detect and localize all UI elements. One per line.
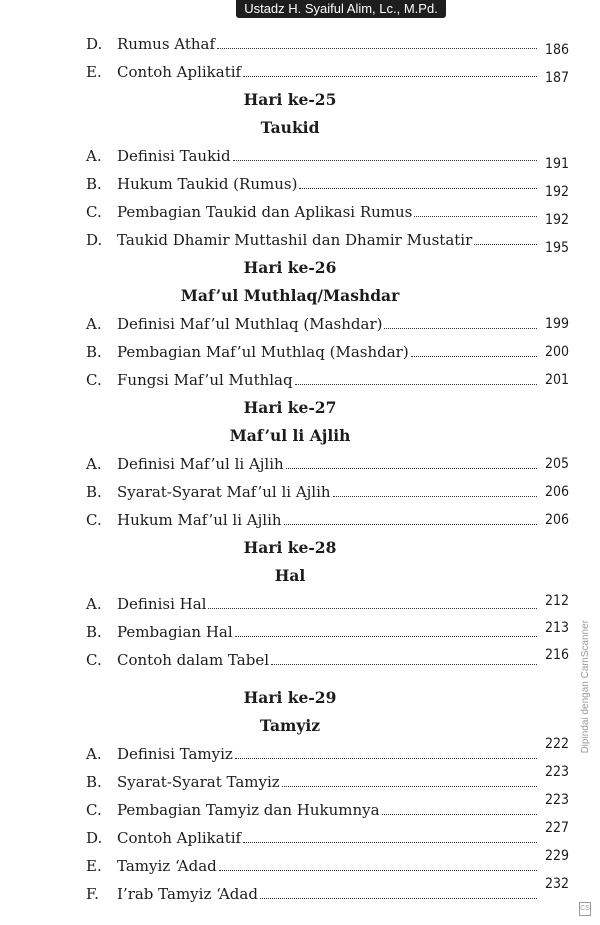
entry-page: 200 — [545, 344, 570, 360]
entry-letter: A. — [86, 315, 102, 333]
running-header: Ustadz H. Syaiful Alim, Lc., M.Pd. — [236, 0, 446, 18]
entry-page: 201 — [545, 372, 570, 388]
day-heading: Hari ke-29 — [243, 688, 337, 707]
dot-leader — [474, 243, 537, 245]
dot-leader — [282, 785, 537, 787]
entry-letter: A. — [86, 745, 102, 763]
entry-letter: E. — [86, 63, 102, 81]
toc-entry — [0, 198, 600, 226]
dot-leader — [299, 187, 537, 189]
entry-label: Definisi Maf’ul Muthlaq (Mashdar) — [117, 310, 537, 338]
entry-letter: B. — [86, 343, 102, 361]
entry-page: 191 — [545, 156, 570, 172]
entry-page: 187 — [545, 70, 570, 86]
dot-leader — [411, 355, 537, 357]
dot-leader — [414, 215, 537, 217]
dot-leader — [286, 467, 537, 469]
entry-page: 195 — [545, 240, 570, 256]
entry-label: Syarat-Syarat Maf’ul li Ajlih — [117, 478, 537, 506]
entry-label: Pembagian Taukid dan Aplikasi Rumus — [117, 198, 537, 226]
entry-page: 206 — [545, 512, 570, 528]
toc-entry — [0, 58, 600, 86]
toc-entry — [0, 590, 600, 618]
toc-entry — [0, 764, 600, 796]
entry-letter: B. — [86, 623, 102, 641]
entry-label: I’rab Tamyiz ‘Adad — [117, 880, 537, 908]
entry-page: 229 — [545, 848, 570, 864]
entry-page: 199 — [545, 316, 570, 332]
entry-page: 213 — [545, 620, 570, 636]
dot-leader — [382, 813, 537, 815]
entry-page: 223 — [545, 792, 570, 808]
topic-heading: Tamyiz — [259, 716, 321, 735]
dot-leader — [284, 523, 537, 525]
topic-heading: Taukid — [260, 118, 320, 137]
day-heading: Hari ke-28 — [243, 538, 337, 557]
entry-page: 223 — [545, 764, 570, 780]
entry-label: Hukum Taukid (Rumus) — [117, 170, 537, 198]
dot-leader — [243, 75, 537, 77]
dot-leader — [333, 495, 537, 497]
entry-letter: F. — [86, 885, 99, 903]
dot-leader — [260, 897, 537, 899]
entry-label: Rumus Athaf — [117, 30, 537, 58]
toc-entry — [0, 792, 600, 824]
toc-entry — [0, 876, 600, 908]
entry-letter: C. — [86, 511, 102, 529]
dot-leader — [235, 635, 537, 637]
dot-leader — [208, 607, 537, 609]
toc-entry — [0, 848, 600, 880]
toc-entry — [0, 310, 600, 338]
entry-page: 212 — [545, 593, 570, 609]
entry-label: Definisi Taukid — [117, 142, 537, 170]
entry-page: 222 — [545, 736, 570, 752]
dot-leader — [271, 663, 537, 665]
entry-label: Pembagian Tamyiz dan Hukumnya — [117, 796, 537, 824]
toc-entry — [0, 142, 600, 170]
entry-letter: C. — [86, 371, 102, 389]
toc-entry — [0, 170, 600, 198]
entry-label: Contoh dalam Tabel — [117, 646, 537, 674]
entry-page: 216 — [545, 647, 570, 663]
topic-heading: Maf’ul Muthlaq/Mashdar — [180, 286, 400, 305]
entry-label: Taukid Dhamir Muttashil dan Dhamir Mustatir — [117, 226, 537, 254]
entry-letter: A. — [86, 455, 102, 473]
day-heading: Hari ke-25 — [243, 90, 337, 109]
entry-letter: D. — [86, 829, 103, 847]
toc-entry — [0, 736, 600, 768]
day-heading: Hari ke-27 — [243, 398, 337, 417]
dot-leader — [219, 869, 537, 871]
entry-letter: D. — [86, 35, 103, 53]
entry-label: Tamyiz ‘Adad — [117, 852, 537, 880]
entry-page: 192 — [545, 212, 570, 228]
entry-letter: B. — [86, 175, 102, 193]
entry-label: Definisi Tamyiz — [117, 740, 537, 768]
dot-leader — [243, 841, 537, 843]
dot-leader — [217, 47, 537, 49]
toc-entry — [0, 338, 600, 366]
topic-heading: Hal — [274, 566, 306, 585]
toc-entry — [0, 478, 600, 506]
toc-entry — [0, 226, 600, 254]
dot-leader — [295, 383, 537, 385]
entry-letter: C. — [86, 651, 102, 669]
entry-page: 186 — [545, 42, 570, 58]
toc-entry — [0, 618, 600, 646]
dot-leader — [233, 159, 537, 161]
dot-leader — [384, 327, 537, 329]
entry-letter: B. — [86, 773, 102, 791]
entry-label: Hukum Maf’ul li Ajlih — [117, 506, 537, 534]
entry-page: 227 — [545, 820, 570, 836]
entry-letter: C. — [86, 203, 102, 221]
entry-label: Pembagian Maf’ul Muthlaq (Mashdar) — [117, 338, 537, 366]
toc-entry — [0, 366, 600, 394]
entry-label: Syarat-Syarat Tamyiz — [117, 768, 537, 796]
toc-entry — [0, 506, 600, 534]
entry-page: 232 — [545, 876, 570, 892]
toc-entry — [0, 820, 600, 852]
toc-entry — [0, 30, 600, 58]
topic-heading: Maf’ul li Ajlih — [229, 426, 351, 445]
entry-letter: C. — [86, 801, 102, 819]
entry-letter: A. — [86, 147, 102, 165]
entry-label: Definisi Hal — [117, 590, 537, 618]
toc-entry — [0, 646, 600, 674]
entry-letter: B. — [86, 483, 102, 501]
entry-label: Pembagian Hal — [117, 618, 537, 646]
entry-letter: A. — [86, 595, 102, 613]
day-heading: Hari ke-26 — [243, 258, 337, 277]
entry-page: 206 — [545, 484, 570, 500]
dot-leader — [235, 757, 537, 759]
entry-label: Definisi Maf’ul li Ajlih — [117, 450, 537, 478]
entry-label: Contoh Aplikatif — [117, 824, 537, 852]
entry-letter: E. — [86, 857, 102, 875]
scanner-logo-icon: CS — [579, 902, 591, 916]
toc-entry — [0, 450, 600, 478]
entry-label: Contoh Aplikatif — [117, 58, 537, 86]
entry-letter: D. — [86, 231, 103, 249]
table-of-contents — [0, 30, 600, 908]
scanner-watermark: Dipindai dengan CamScanner — [580, 620, 591, 754]
entry-page: 205 — [545, 456, 570, 472]
entry-label: Fungsi Maf’ul Muthlaq — [117, 366, 537, 394]
entry-page: 192 — [545, 184, 570, 200]
